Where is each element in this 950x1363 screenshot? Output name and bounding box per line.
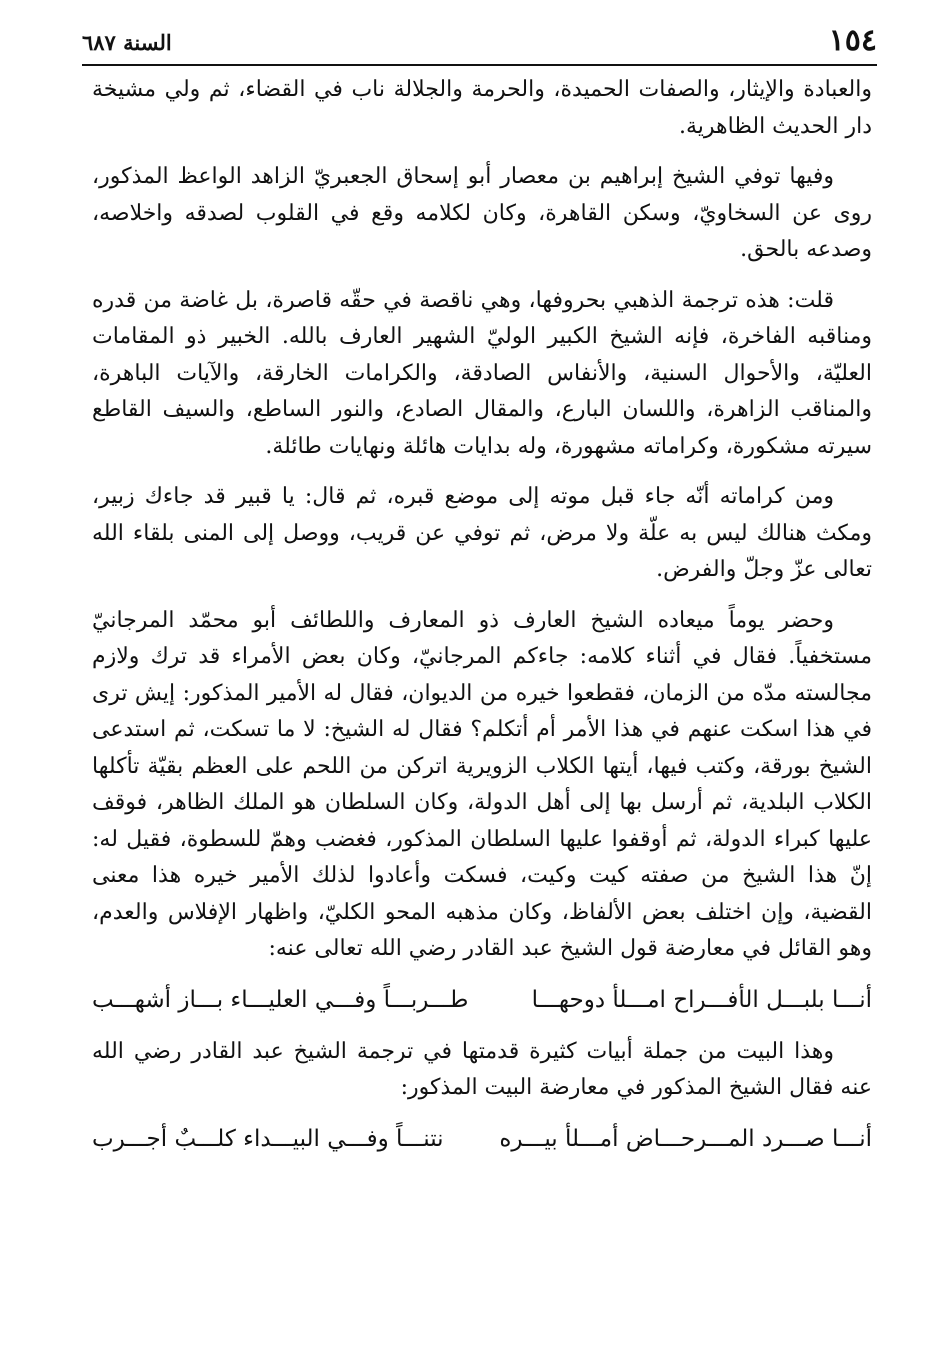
verse-second-hemistich: نتنـــاً وفـــي البيـــداء كلـــبٌ أجـــرب [92, 1125, 444, 1152]
paragraph: ومن كراماته أنّه جاء قبل موته إلى موضع قبره، ثم قال: يا قبير قد جاءك زبير، ومكث هنالك ليس به علّة ولا مرض، ثم توفي عن قريب، ووصل إلى المنى بلقاء الله تعالى عزّ وجلّ والفرض. [92, 484, 872, 582]
verse-second-hemistich: طـــربـــاً وفـــي العليـــاء بـــاز أشهـــب [92, 986, 469, 1013]
page-header [82, 22, 877, 66]
paragraph: قلت: هذه ترجمة الذهبي بحروفها، وهي ناقصة في حقّه قاصرة، بل غاضة من قدره ومناقبه الفاخرة، فإنه الشيخ الكبير الوليّ الشهير العارف بالله. الخبير ذو المقامات العليّة، والأحوال السنية، والأنفاس الصادقة، والكرامات الخارقة، والآيات الباهرة، والمناقب الزاهرة، واللسان البارع، والمقال الصادع، والنور الساطع، والسيف القاطع سيرته مشكورة، وكراماته مشهورة، وله بدايات هائلة ونهايات طائلة. [92, 287, 872, 459]
running-head-year: السنة ٦٨٧ [82, 30, 172, 55]
paragraph: وحضر يوماً ميعاده الشيخ العارف ذو المعارف واللطائف أبو محمّد المرجانيّ مستخفياً. فقال في أثناء كلامه: جاءكم المرجانيّ، وكان بعض الأمراء قد ترك ولازم مجالسته مدّه من الزمان، فقطعوا خيره من الديوان، فقال له الأمير المذكور: إيش ترى في هذا اسكت عنهم في هذا الأمر أم أتكلم؟ فقال له الشيخ: لا ما تسكت، ثم استدعى الشيخ بورقة، وكتب فيها، أيتها الكلاب الزويرية اتركن من اللحم على العظم بقيّة تأكلها الكلاب البلدية، ثم أرسل بها إلى أهل الدولة، وكان السلطان هو الملك الظاهر، فوقف عليها كبراء الدولة، ثم أوقفوا عليها السلطان المذكور، فغضب وهمّ للسطوة، فقيل له: إنّ هذا الشيخ من صفته كيت وكيت، فسكت وأعادوا لذلك الأمير خيره هذا معنى القضية، وإن اختلف بعض الألفاظ، وكان مذهبه المحو الكليّ، واظهار الإفلاس والعدم، وهو القائل في معارضة قول الشيخ عبد القادر رضي الله تعالى عنه: [92, 607, 872, 961]
poem-verse [92, 982, 872, 1018]
page-number: ١٥٤ [828, 23, 877, 58]
paragraph: وفيها توفي الشيخ إبراهيم بن معصار أبو إسحاق الجعبريّ الزاهد الواعظ المذكور، روى عن السخاويّ، وسكن القاهرة، وكان لكلامه وقع في القلوب لصدقه واخلاصه، وصدعه بالحق. [92, 164, 872, 262]
verse-first-hemistich: أنـــا بلبـــل الأفـــراح امـــلأ دوحهـــا [531, 986, 872, 1013]
main-text [92, 72, 872, 1173]
paragraph: والعبادة والإيثار، والصفات الحميدة، والحرمة والجلالة ناب في القضاء، ثم ولي مشيخة دار الحديث الظاهرية. [92, 77, 872, 139]
paragraph: وهذا البيت من جملة أبيات كثيرة قدمتها في ترجمة الشيخ عبد القادر رضي الله عنه فقال الشيخ المذكور في معارضة البيت المذكور: [92, 1038, 872, 1100]
verse-first-hemistich: أنـــا صـــرد المـــرحـــاض أمـــلأ بيـــره [499, 1125, 872, 1152]
poem-verse [92, 1121, 872, 1157]
